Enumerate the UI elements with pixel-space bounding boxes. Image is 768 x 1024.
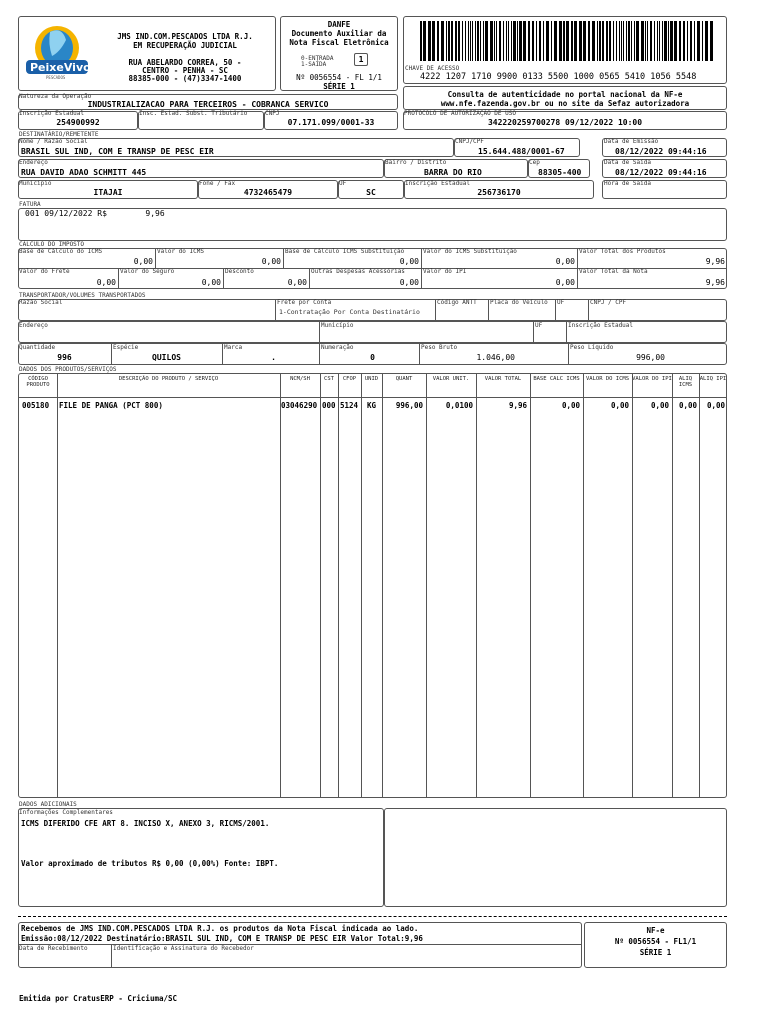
chave-label: CHAVE DE ACESSO xyxy=(405,65,460,72)
danfe-tipo: 1 xyxy=(358,55,364,64)
prod-col-9 xyxy=(530,373,531,798)
transp-liquido: 996,00 xyxy=(636,353,665,362)
th-cfop: CFOP xyxy=(342,376,357,382)
dest-uf: SC xyxy=(366,188,376,197)
logo-text: PeixeVivo xyxy=(30,61,91,74)
cell-vipi: 0,00 xyxy=(650,401,669,410)
transp-especie-label: Espécie xyxy=(113,344,139,351)
outras-label: Outras Despesas Acessórias xyxy=(311,268,405,275)
th-bcicms: BASE CALC ICMS xyxy=(533,376,580,382)
produtos-table xyxy=(18,373,727,798)
transp-antt-label: Código ANTT xyxy=(437,299,477,306)
transp-end-label: Endereço xyxy=(19,322,48,329)
transp-marca-label: Marca xyxy=(224,344,243,351)
dest-nome: BRASIL SUL IND, COM E TRANSP DE PESC EIR xyxy=(21,147,214,156)
v-prod: 9,96 xyxy=(705,257,725,266)
cell-aipi: 0,00 xyxy=(706,401,725,410)
info-label: Informações Complementares xyxy=(19,809,113,816)
canhoto-serie: SÉRIE 1 xyxy=(639,948,672,957)
transp-col8 xyxy=(566,321,567,343)
barcode-image xyxy=(420,21,716,61)
logo-subtext: PESCADOS xyxy=(46,75,66,80)
transp-razao-label: Razão Social xyxy=(19,299,63,306)
dest-cnpj: 15.644.488/0001-67 xyxy=(478,147,565,156)
reservado-box xyxy=(384,808,727,907)
iest-label: Insc. Estad. Subst. Tributário xyxy=(139,110,248,117)
v-nota: 9,96 xyxy=(705,278,725,287)
th-aipi: ALIQ IPI xyxy=(699,376,727,382)
v-st: 0,00 xyxy=(555,257,575,266)
th-unid: UNID xyxy=(364,376,379,382)
dest-ie: 256736170 xyxy=(477,188,521,197)
th-descricao: DESCRIÇÃO DO PRODUTO / SERVIÇO xyxy=(118,376,219,382)
prod-col-12 xyxy=(672,373,673,798)
prod-col-10 xyxy=(583,373,584,798)
prod-col-2 xyxy=(280,373,281,798)
protocolo-label: PROTOCOLO DE AUTORIZAÇÃO DE USO xyxy=(404,110,516,117)
cell-unid: KG xyxy=(366,401,377,410)
cell-vtotal: 9,96 xyxy=(508,401,527,410)
v-st-label: Valor do ICMS Substituição xyxy=(423,248,517,255)
emitente-address3: 88385-000 - (47)3347-1400 xyxy=(128,74,242,83)
th-vtotal: VALOR TOTAL xyxy=(484,376,522,382)
cell-cst: 000 xyxy=(322,401,336,410)
outras: 0,00 xyxy=(399,278,419,287)
frete: 0,00 xyxy=(96,278,116,287)
prod-col-13 xyxy=(699,373,700,798)
cell-ncm: 03046290 xyxy=(281,401,318,410)
dest-mun-label: Município xyxy=(19,180,52,187)
prod-col-7 xyxy=(426,373,427,798)
dest-saida-label: Data de Saída xyxy=(604,159,651,166)
ipi: 0,00 xyxy=(555,278,575,287)
v-nota-label: Valor Total da Nota xyxy=(579,268,648,275)
transp-numeracao: 0 xyxy=(370,353,375,362)
protocolo-value: 342220259700278 09/12/2022 10:00 xyxy=(487,118,643,127)
dest-emissao: 08/12/2022 09:44:16 xyxy=(615,147,707,156)
dest-cnpj-label: CNPJ/CPF xyxy=(455,138,484,145)
prod-col-5 xyxy=(361,373,362,798)
cell-descricao: FILE DE PANGA (PCT 800) xyxy=(59,401,163,410)
desconto-label: Desconto xyxy=(225,268,254,275)
prod-col-1 xyxy=(57,373,58,798)
transp-placa-label: Placa do Veículo xyxy=(490,299,548,306)
dest-endereco: RUA DAVID ADAO SCHMITT 445 xyxy=(21,168,147,177)
emitente-status: EM RECUPERAÇÃO JUDICIAL xyxy=(133,41,237,50)
seguro-label: Valor do Seguro xyxy=(120,268,175,275)
produtos-header-line xyxy=(18,397,727,398)
canhoto-line2: Emissão:08/12/2022 Destinatário:BRASIL SUL IND, COM E TRANSP DE PESC EIR Valor Total:9,96 xyxy=(21,934,423,943)
prod-col-11 xyxy=(632,373,633,798)
bc-icms: 0,00 xyxy=(133,257,153,266)
transp-col3 xyxy=(488,299,489,321)
transp-col5 xyxy=(588,299,589,321)
cell-bcicms: 0,00 xyxy=(561,401,580,410)
cell-aicms: 0,00 xyxy=(678,401,697,410)
v-prod-label: Valor Total dos Produtos xyxy=(579,248,666,255)
emitente-address1: RUA ABELARDO CORREA, 50 - xyxy=(128,58,242,67)
transp-especie: QUILOS xyxy=(152,353,181,362)
fatura-text: 001 09/12/2022 R$ 9,96 xyxy=(25,209,165,218)
cell-cfop: 5124 xyxy=(340,401,359,410)
dest-fone: 4732465479 xyxy=(243,188,293,197)
company-logo xyxy=(22,22,92,80)
transp-qtd-label: Quantidade xyxy=(19,344,56,351)
adicionais-section: DADOS ADICIONAIS xyxy=(19,801,77,808)
dest-hora-label: Hora de Saída xyxy=(604,180,651,187)
transp-numeracao-label: Numeração xyxy=(321,344,354,351)
transp-bruto-label: Peso Bruto xyxy=(421,344,458,351)
th-vicms: VALOR DO ICMS xyxy=(585,376,630,382)
canhoto-nfe: NF-e xyxy=(646,926,665,935)
canhoto-numero: Nº 0056554 - FL1/1 xyxy=(614,937,697,946)
danfe-serie: SÉRIE 1 xyxy=(323,82,355,91)
transp-uf-label: UF xyxy=(557,299,565,306)
transp-col6 xyxy=(319,321,320,343)
cell-quant: 996,00 xyxy=(395,401,423,410)
transportador-section: TRANSPORTADOR/VOLUMES TRANSPORTADOS xyxy=(19,292,146,299)
fatura-section: FATURA xyxy=(19,201,41,208)
bc-icms-label: Base de Cálculo do ICMS xyxy=(19,248,103,255)
consulta-line1: Consulta de autenticidade no portal nacional da NF-e xyxy=(447,90,683,99)
th-quant: QUANT xyxy=(395,376,413,382)
dest-ie-label: Inscrição Estadual xyxy=(405,180,471,187)
chave-value: 4222 1207 1710 9900 0133 5500 1000 0565 5410 1056 5548 xyxy=(420,72,697,82)
ie-value: 254900992 xyxy=(56,118,100,127)
info-line2: Valor aproximado de tributos R$ 0,00 (0,00%) Fonte: IBPT. xyxy=(21,859,279,868)
ie-label: Inscrição Estadual xyxy=(19,110,85,117)
canhoto-col xyxy=(111,944,112,968)
canhoto-line1: Recebemos de JMS IND.COM.PESCADOS LTDA R.J. os produtos da Nota Fiscal indicada ao lado. xyxy=(21,924,419,933)
desconto: 0,00 xyxy=(287,278,307,287)
dest-uf-label: UF xyxy=(339,180,347,187)
transp-frete: 1-Contratação Por Conta Destinatário xyxy=(279,308,420,316)
natureza-value: INDUSTRIALIZACAO PARA TERCEIROS - COBRANCA SERVICO xyxy=(87,100,329,109)
info-line1: ICMS DIFERIDO CFE ART 8. INCISO X, ANEXO 3, RICMS/2001. xyxy=(21,819,270,828)
dest-end-label: Endereço xyxy=(19,159,48,166)
th-aicms: ALIQ ICMS xyxy=(678,376,693,388)
cell-vicms: 0,00 xyxy=(610,401,629,410)
dest-nome-label: Nome / Razão Social xyxy=(19,138,88,145)
prod-col-4 xyxy=(338,373,339,798)
th-cst: CST xyxy=(324,376,334,382)
transp-col4 xyxy=(555,299,556,321)
dest-bairro: BARRA DO RIO xyxy=(424,168,482,177)
transp-frete-label: Frete por Conta xyxy=(277,299,332,306)
v-icms: 0,00 xyxy=(261,257,281,266)
transp-marca: . xyxy=(271,353,276,362)
transp-col1 xyxy=(275,299,276,321)
produtos-section: DADOS DOS PRODUTOS/SERVIÇOS xyxy=(19,366,117,373)
emitente-address2: CENTRO - PENHA - SC xyxy=(142,66,228,75)
danfe-saida: 1-SAÍDA xyxy=(301,61,327,68)
natureza-label: Natureza da Operação xyxy=(19,93,92,100)
canhoto-assinatura-label: Identificação e Assinatura do Recebedor xyxy=(113,945,254,952)
prod-col-3 xyxy=(320,373,321,798)
footer-text: Emitida por CratusERP - Criciuma/SC xyxy=(19,994,178,1003)
cnpj-value: 07.171.099/0001-33 xyxy=(287,118,375,127)
transp-bruto: 1.046,00 xyxy=(476,353,515,362)
transp-ie-label: Inscrição Estadual xyxy=(568,322,634,329)
bc-st: 0,00 xyxy=(399,257,419,266)
transp-col2 xyxy=(435,299,436,321)
dest-saida: 08/12/2022 09:44:16 xyxy=(615,168,707,177)
th-codigo: CÓDIGO PRODUTO xyxy=(26,376,50,388)
emitente-name: JMS IND.COM.PESCADOS LTDA R.J. xyxy=(117,32,253,41)
danfe-numero: Nº 0056554 - FL 1/1 xyxy=(296,73,382,82)
seguro: 0,00 xyxy=(201,278,221,287)
cell-vunit: 0,0100 xyxy=(445,401,473,410)
transp-uf2-label: UF xyxy=(535,322,543,329)
v-icms-label: Valor do ICMS xyxy=(157,248,204,255)
cnpj-label: CNPJ xyxy=(265,110,280,117)
dest-bairro-label: Bairro / Distrito xyxy=(385,159,447,166)
danfe-subtitle1: Documento Auxiliar da xyxy=(291,29,387,38)
transp-col7 xyxy=(533,321,534,343)
danfe-subtitle2: Nota Fiscal Eletrônica xyxy=(289,38,389,47)
dest-emissao-label: Data de Emissão xyxy=(604,138,659,145)
transp-qtd: 996 xyxy=(57,353,72,362)
th-vipi: VALOR DO IPI xyxy=(632,376,672,382)
bc-st-label: Base de Cálculo ICMS Substituição xyxy=(285,248,405,255)
prod-col-6 xyxy=(382,373,383,798)
consulta-line2: www.nfe.fazenda.gov.br ou no site da Sefaz autorizadora xyxy=(440,99,690,108)
ipi-label: Valor do IPI xyxy=(423,268,467,275)
th-ncm: NCM/SH xyxy=(290,376,310,382)
th-vunit: VALOR UNIT. xyxy=(432,376,470,382)
transp-mun-label: Município xyxy=(321,322,354,329)
dest-fone-label: Fone / Fax xyxy=(199,180,236,187)
dest-cep: 88305-400 xyxy=(538,168,582,177)
cell-codigo: 005180 xyxy=(22,401,50,410)
dest-cep-label: Cep xyxy=(529,159,540,166)
danfe-title: DANFE xyxy=(327,20,351,29)
destinatario-section: DESTINATÁRIO/REMETENTE xyxy=(19,131,99,138)
canhoto-divider xyxy=(18,944,582,945)
frete-label: Valor do Frete xyxy=(19,268,70,275)
imposto-section: CÁLCULO DO IMPOSTO xyxy=(19,241,85,248)
dest-municipio: ITAJAI xyxy=(93,188,123,197)
danfe-entrada: 0-ENTRADA xyxy=(301,55,334,62)
canhoto-data-label: Data de Recebimento xyxy=(19,945,88,952)
cut-line xyxy=(18,916,727,917)
transp-cnpj-label: CNPJ / CPF xyxy=(590,299,627,306)
transp-liquido-label: Peso Líquido xyxy=(570,344,614,351)
prod-col-8 xyxy=(476,373,477,798)
